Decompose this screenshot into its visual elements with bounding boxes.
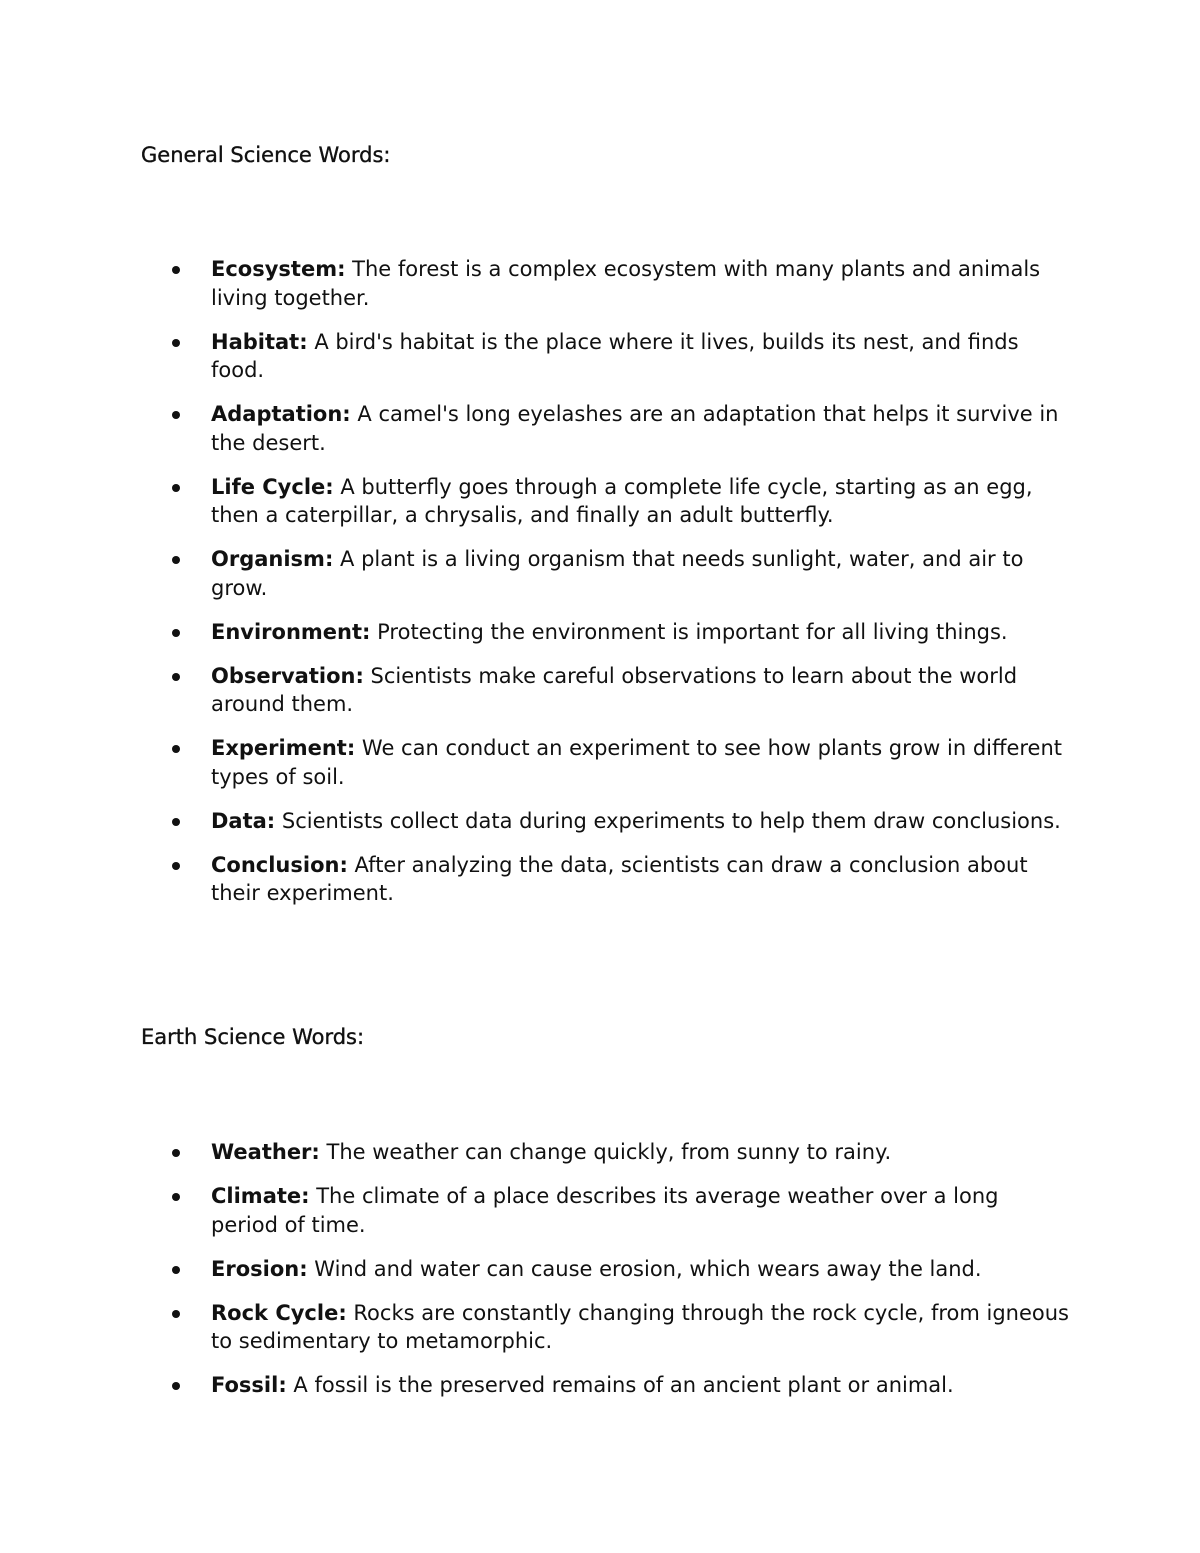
vocab-term: Rock Cycle:: [211, 1300, 347, 1325]
list-item: [0, 400, 1071, 457]
bullet-icon: [172, 1149, 180, 1157]
vocab-definition: The climate of a place describes its average weather over a long period of time.: [211, 1184, 999, 1237]
bullet-icon: [172, 484, 180, 492]
vocab-definition: A camel's long eyelashes are an adaptation that helps it survive in the desert.: [211, 402, 1059, 455]
bullet-icon: [172, 1310, 180, 1318]
section-heading-earth-science: Earth Science Words:: [141, 1025, 365, 1049]
vocab-term: Weather:: [211, 1140, 320, 1164]
list-item: [0, 734, 1071, 791]
bullet-icon: [172, 1193, 180, 1201]
vocab-definition: After analyzing the data, scientists can draw a conclusion about their experiment.: [211, 852, 1028, 905]
vocab-term: Conclusion:: [211, 852, 348, 877]
bullet-icon: [172, 556, 180, 564]
vocab-definition: The weather can change quickly, from sunny to rainy.: [326, 1140, 892, 1164]
vocab-term: Environment:: [211, 619, 371, 644]
list-item: [0, 255, 1071, 312]
vocab-term: Climate:: [211, 1184, 310, 1208]
vocab-term: Fossil:: [211, 1373, 287, 1397]
list-item: [0, 328, 1071, 385]
vocab-definition: A bird's habitat is the place where it lives, builds its nest, and finds food.: [211, 329, 1019, 382]
vocab-term: Observation:: [211, 663, 364, 688]
list-item: [0, 1371, 1071, 1400]
list-item: [0, 1255, 1071, 1284]
vocab-definition: We can conduct an experiment to see how plants grow in different types of soil.: [211, 736, 1063, 789]
list-item: [0, 1182, 1071, 1239]
section-heading-general-science: General Science Words:: [141, 143, 391, 167]
bullet-icon: [172, 1266, 180, 1274]
bullet-icon: [172, 339, 180, 347]
bullet-icon: [172, 818, 180, 826]
list-item: [0, 1299, 1071, 1356]
vocab-definition: Scientists make careful observations to learn about the world around them.: [211, 663, 1018, 716]
list-item: [0, 618, 1071, 647]
earth-science-word-list: [0, 1138, 1071, 1415]
vocab-term: Data:: [211, 808, 276, 833]
vocab-definition: A plant is a living organism that needs sunlight, water, and air to grow.: [211, 547, 1024, 600]
list-item: [0, 473, 1071, 530]
vocab-term: Habitat:: [211, 329, 308, 354]
bullet-icon: [172, 673, 180, 681]
bullet-icon: [172, 411, 180, 419]
vocab-term: Life Cycle:: [211, 474, 334, 499]
vocab-term: Ecosystem:: [211, 257, 346, 281]
vocab-definition: Rocks are constantly changing through the rock cycle, from igneous to sedimentary to metamorphic.: [211, 1300, 1069, 1353]
vocab-term: Erosion:: [211, 1256, 308, 1281]
bullet-icon: [172, 629, 180, 637]
list-item: [0, 1138, 1071, 1167]
general-science-word-list: [0, 255, 1071, 923]
vocab-definition: Protecting the environment is important for all living things.: [377, 619, 1008, 644]
list-item: [0, 545, 1071, 602]
vocab-definition: A butterfly goes through a complete life cycle, starting as an egg, then a caterpillar, a chrysalis, and finally an adult butterfly.: [211, 474, 1033, 527]
bullet-icon: [172, 862, 180, 870]
list-item: [0, 662, 1071, 719]
bullet-icon: [172, 745, 180, 753]
vocab-definition: Scientists collect data during experiments to help them draw conclusions.: [281, 808, 1061, 833]
vocab-term: Experiment:: [211, 736, 356, 760]
vocab-term: Adaptation:: [211, 402, 351, 426]
bullet-icon: [172, 1382, 180, 1390]
list-item: [0, 851, 1071, 908]
bullet-icon: [172, 266, 180, 274]
vocab-definition: The forest is a complex ecosystem with many plants and animals living together.: [211, 257, 1041, 310]
vocab-term: Organism:: [211, 547, 334, 571]
vocab-definition: A fossil is the preserved remains of an ancient plant or animal.: [293, 1373, 954, 1397]
list-item: [0, 807, 1071, 836]
vocab-definition: Wind and water can cause erosion, which wears away the land.: [314, 1256, 982, 1281]
